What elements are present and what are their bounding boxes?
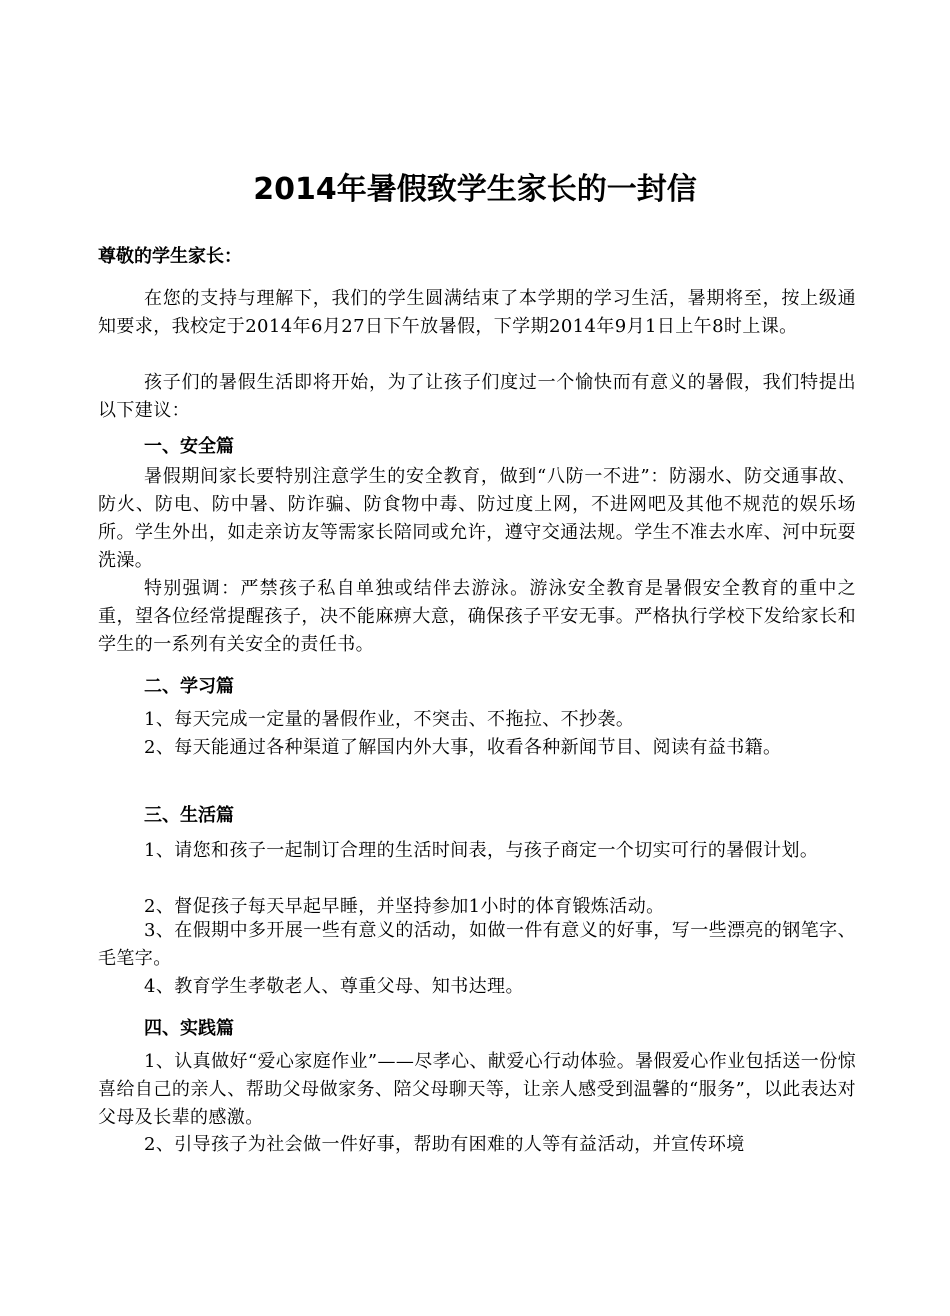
section-heading-life: 三、生活篇 xyxy=(144,805,234,826)
study-item-1: 1、每天完成一定量的暑假作业，不突击、不拖拉、不抄袭。 xyxy=(144,709,635,730)
section-heading-study: 二、学习篇 xyxy=(144,676,234,697)
section-heading-practice: 四、实践篇 xyxy=(144,1018,234,1039)
intro-paragraph-2: 孩子们的暑假生活即将开始，为了让孩子们度过一个愉快而有意义的暑假，我们特提出以下建议： xyxy=(98,372,856,421)
section-heading-safety: 一、安全篇 xyxy=(144,436,234,457)
study-item-2: 2、每天能通过各种渠道了解国内外大事，收看各种新闻节目、阅读有益书籍。 xyxy=(144,737,782,758)
intro-paragraph-1: 在您的支持与理解下，我们的学生圆满结束了本学期的学习生活，暑期将至，按上级通知要求，我校定于2014年6月27日下午放暑假，下学期2014年9月1日上午8时上课。 xyxy=(98,288,856,337)
page-title: 2014年暑假致学生家长的一封信 xyxy=(253,172,697,207)
safety-paragraph-1: 暑假期间家长要特别注意学生的安全教育，做到“八防一不进”：防溺水、防交通事故、防火、防电、防中暑、防诈骗、防食物中毒、防过度上网，不进网吧及其他不规范的娱乐场所。学生外出，如走亲访友等需家长陪同或允许，遵守交通法规。学生不准去水库、河中玩耍洗澡。 xyxy=(98,466,856,571)
practice-item-2: 2、引导孩子为社会做一件好事，帮助有困难的人等有益活动，并宣传环境 xyxy=(144,1134,745,1155)
practice-item-1: 1、认真做好“爱心家庭作业”——尽孝心、献爱心行动体验。暑假爱心作业包括送一份惊喜给自己的亲人、帮助父母做家务、陪父母聊天等，让亲人感受到温馨的“服务”，以此表达对父母及长辈的感激。 xyxy=(98,1051,856,1128)
safety-paragraph-2: 特别强调：严禁孩子私自单独或结伴去游泳。游泳安全教育是暑假安全教育的重中之重，望各位经常提醒孩子，决不能麻痹大意，确保孩子平安无事。严格执行学校下发给家长和学生的一系列有关安全的责任书。 xyxy=(98,578,856,655)
life-item-3: 3、在假期中多开展一些有意义的活动，如做一件有意义的好事，写一些漂亮的钢笔字、毛笔字。 xyxy=(98,920,856,969)
salutation: 尊敬的学生家长： xyxy=(98,246,242,267)
life-item-2: 2、督促孩子每天早起早睡，并坚持参加1小时的体育锻炼活动。 xyxy=(144,896,665,917)
life-item-1: 1、请您和孩子一起制订合理的生活时间表，与孩子商定一个切实可行的暑假计划。 xyxy=(144,840,819,861)
life-item-4: 4、教育学生孝敬老人、尊重父母、知书达理。 xyxy=(144,976,524,997)
